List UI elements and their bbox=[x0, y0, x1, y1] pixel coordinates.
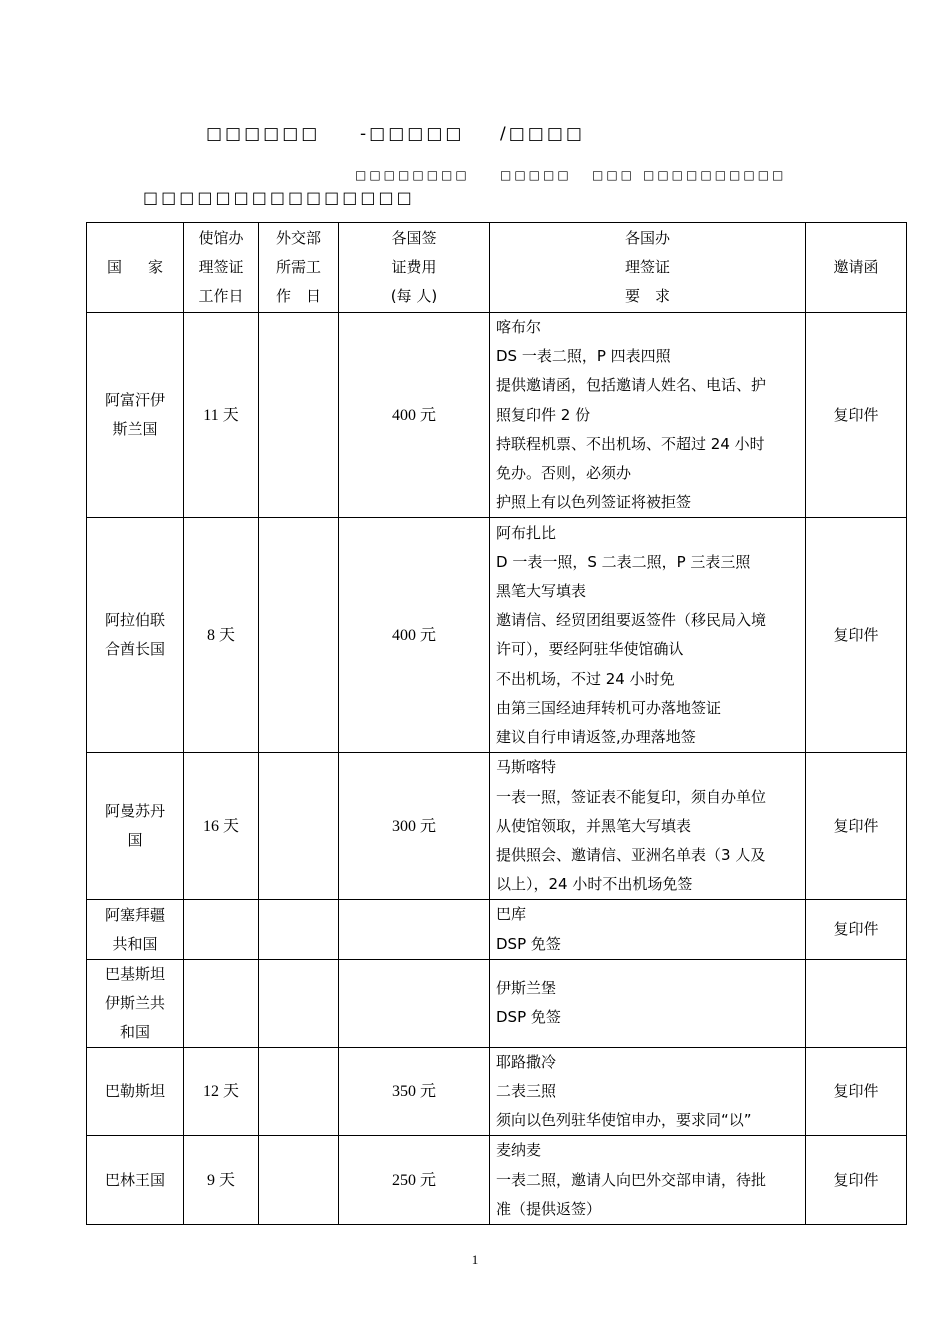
country-cell bbox=[87, 313, 184, 518]
requirement-line: 许可），要经阿驻华使馆确认 bbox=[496, 640, 684, 659]
requirement-line: 护照上有以色列签证将被拒签 bbox=[496, 493, 692, 512]
requirement-line: 不出机场，不过 24 小时免 bbox=[496, 669, 675, 688]
table-row bbox=[87, 1047, 907, 1136]
header-line: 使馆办 bbox=[198, 229, 244, 247]
requirements-cell bbox=[490, 959, 806, 1047]
country-name-line: 斯兰国 bbox=[112, 420, 158, 439]
country-name-line: 阿富汗伊 bbox=[104, 391, 165, 410]
requirement-line: 建议自行申请返签,办理落地签 bbox=[496, 728, 696, 747]
requirements-cell bbox=[490, 753, 806, 900]
requirement-line: 持联程机票、不出机场、不超过 24 小时 bbox=[496, 434, 765, 453]
invitation-cell: 复印件 bbox=[806, 900, 907, 959]
requirements-cell bbox=[490, 1136, 806, 1225]
country-name-line: 合酋长国 bbox=[104, 640, 165, 659]
invitation-cell: 复印件 bbox=[806, 753, 907, 900]
doc-subtitle-part3: □□□ bbox=[592, 168, 636, 182]
requirement-line: 由第三国经迪拜转机可办落地签证 bbox=[496, 698, 722, 717]
fee-cell: 300 元 bbox=[339, 753, 490, 900]
requirement-line: DSP 免签 bbox=[496, 934, 561, 953]
requirement-line: 从使馆领取，并黑笔大写填表 bbox=[496, 816, 692, 835]
requirement-line: 马斯喀特 bbox=[496, 758, 557, 777]
header-invitation: 邀请函 bbox=[806, 223, 907, 313]
table-row bbox=[87, 518, 907, 753]
header-line: 各国签 bbox=[391, 229, 437, 247]
mfa-days-cell bbox=[259, 753, 339, 900]
country-name-line: 伊斯兰共 bbox=[104, 993, 165, 1012]
requirement-line: 耶路撒冷 bbox=[496, 1052, 557, 1071]
table-row bbox=[87, 959, 907, 1047]
invitation-cell: 复印件 bbox=[806, 518, 907, 753]
requirement-line: 一表二照，邀请人向巴外交部申请，待批 bbox=[496, 1170, 767, 1189]
fee-cell: 250 元 bbox=[339, 1136, 490, 1225]
fee-cell: 400 元 bbox=[339, 313, 490, 518]
country-name-line: 国 bbox=[127, 831, 143, 850]
invitation-cell bbox=[806, 959, 907, 1047]
table-row bbox=[87, 313, 907, 518]
requirement-line: 提供照会、邀请信、亚洲名单表（3 人及 bbox=[496, 846, 766, 865]
doc-subtitle-part4: □□□□□□□□□□ bbox=[643, 168, 787, 182]
embassy-days-cell: 11 天 bbox=[184, 313, 259, 518]
requirements-cell bbox=[490, 313, 806, 518]
header-line: 作 日 bbox=[275, 287, 321, 305]
requirement-line: 二表三照 bbox=[496, 1082, 557, 1101]
embassy-days-cell bbox=[184, 900, 259, 959]
requirement-line: 邀请信、经贸团组要返签件（移民局入境 bbox=[496, 611, 767, 630]
country-name-line: 阿塞拜疆 bbox=[104, 905, 165, 924]
mfa-days-cell bbox=[259, 313, 339, 518]
mfa-days-cell bbox=[259, 518, 339, 753]
requirement-line: 喀布尔 bbox=[496, 318, 542, 336]
fee-cell: 400 元 bbox=[339, 518, 490, 753]
requirement-line: 一表一照，签证表不能复印，须自办单位 bbox=[496, 787, 767, 806]
mfa-days-cell bbox=[259, 900, 339, 959]
header-line: 所需工 bbox=[275, 258, 321, 276]
header-line: (每 人) bbox=[390, 287, 438, 305]
country-cell bbox=[87, 959, 184, 1047]
country-cell bbox=[87, 753, 184, 900]
requirement-line: 伊斯兰堡 bbox=[496, 979, 557, 998]
requirement-line: 须向以色列驻华使馆申办，要求同“以” bbox=[496, 1111, 752, 1130]
embassy-days-cell: 12 天 bbox=[184, 1047, 259, 1136]
header-line: 工作日 bbox=[198, 287, 244, 305]
fee-cell bbox=[339, 900, 490, 959]
header-country bbox=[87, 223, 184, 313]
fee-cell: 350 元 bbox=[339, 1047, 490, 1136]
requirement-line: D 一表一照，S 二表二照，P 三表三照 bbox=[496, 552, 751, 571]
table-header-row bbox=[87, 223, 907, 313]
page-number: 1 bbox=[471, 1252, 479, 1267]
embassy-days-cell bbox=[184, 959, 259, 1047]
header-line: 理签证 bbox=[624, 258, 670, 276]
embassy-days-cell: 16 天 bbox=[184, 753, 259, 900]
header-country-char2: 家 bbox=[148, 258, 164, 276]
header-embassy-days bbox=[184, 223, 259, 313]
country-cell bbox=[87, 1047, 184, 1136]
table-row bbox=[87, 1136, 907, 1225]
requirement-line: 以上），24 小时不出机场免签 bbox=[496, 875, 693, 894]
section-heading: □□□□□□□□□□□□□□□ bbox=[143, 188, 415, 207]
embassy-days-cell: 9 天 bbox=[184, 1136, 259, 1225]
country-name-line: 共和国 bbox=[112, 934, 158, 953]
header-line: 理签证 bbox=[198, 258, 244, 276]
fee-cell bbox=[339, 959, 490, 1047]
requirement-line: 准（提供返签） bbox=[496, 1199, 602, 1218]
requirements-cell bbox=[490, 518, 806, 753]
country-name-line: 巴勒斯坦 bbox=[104, 1082, 165, 1101]
country-cell bbox=[87, 518, 184, 753]
header-line: 要 求 bbox=[624, 287, 670, 305]
mfa-days-cell bbox=[259, 959, 339, 1047]
country-name-line: 阿拉伯联 bbox=[104, 611, 165, 630]
invitation-cell: 复印件 bbox=[806, 313, 907, 518]
country-cell bbox=[87, 900, 184, 959]
country-name-line: 巴基斯坦 bbox=[104, 964, 165, 983]
mfa-days-cell bbox=[259, 1047, 339, 1136]
requirement-line: 黑笔大写填表 bbox=[496, 582, 587, 601]
header-mfa-days bbox=[259, 223, 339, 313]
requirement-line: DSP 免签 bbox=[496, 1008, 561, 1027]
requirement-line: DS 一表二照，P 四表四照 bbox=[496, 347, 671, 366]
header-line: 各国办 bbox=[624, 229, 670, 247]
country-name-line: 巴林王国 bbox=[104, 1170, 165, 1189]
invitation-cell: 复印件 bbox=[806, 1136, 907, 1225]
country-name-line: 阿曼苏丹 bbox=[104, 802, 165, 821]
requirement-line: 阿布扎比 bbox=[496, 523, 557, 542]
requirement-line: 免办。否则，必须办 bbox=[496, 464, 632, 483]
requirements-cell bbox=[490, 1047, 806, 1136]
mfa-days-cell bbox=[259, 1136, 339, 1225]
header-line: 证费用 bbox=[391, 258, 437, 276]
requirement-line: 巴库 bbox=[496, 905, 527, 924]
header-fee bbox=[339, 223, 490, 313]
header-country-char1: 国 bbox=[106, 258, 122, 276]
invitation-cell: 复印件 bbox=[806, 1047, 907, 1136]
requirement-line: 麦纳麦 bbox=[496, 1141, 542, 1160]
table-row bbox=[87, 753, 907, 900]
header-requirements bbox=[490, 223, 806, 313]
doc-title-part2: -□□□□□ bbox=[360, 124, 465, 144]
country-name-line: 和国 bbox=[119, 1022, 150, 1041]
table-row bbox=[87, 900, 907, 959]
header-line: 外交部 bbox=[275, 229, 321, 247]
requirement-line: 提供邀请函，包括邀请人姓名、电话、护 bbox=[496, 376, 767, 395]
doc-subtitle-part2: □□□□□ bbox=[500, 168, 572, 182]
visa-requirements-table bbox=[86, 222, 907, 1225]
requirements-cell bbox=[490, 900, 806, 959]
country-cell bbox=[87, 1136, 184, 1225]
doc-subtitle-part1: □□□□□□□□ bbox=[355, 168, 470, 182]
requirement-line: 照复印件 2 份 bbox=[496, 405, 591, 424]
doc-title-part3: /□□□□ bbox=[500, 124, 585, 144]
doc-title-part1: □□□□□□ bbox=[206, 124, 321, 144]
embassy-days-cell: 8 天 bbox=[184, 518, 259, 753]
